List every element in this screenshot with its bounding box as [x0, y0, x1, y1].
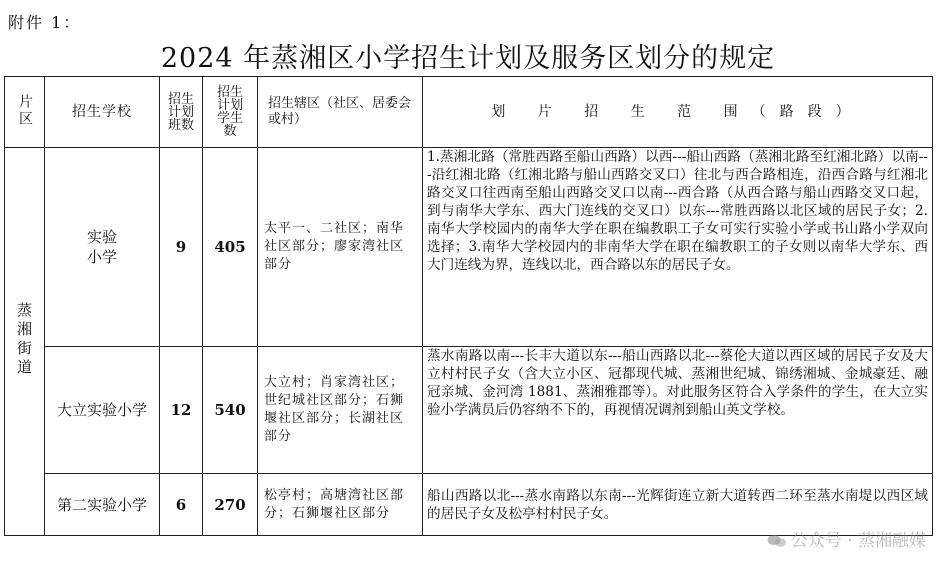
area-cell: 蒸湘街道: [5, 148, 45, 536]
range-cell: 蒸水南路以南---长丰大道以东---船山西路以北---蔡伦大道以西区域的居民子女及大立村村民子女（含大立小区、冠都现代城、蒸湘世纪城、锦绣湘城、金城豪廷、融冠亲城、金河湾 1881、蒸湘雅郡等）。对此服务区符合入学条件的学生，在大立实验小学满员后仍容纳不下的，再视情况调剂到船山英文学校。: [423, 347, 933, 474]
enrollment-table: [4, 76, 933, 536]
watermark: [767, 526, 926, 551]
district-cell: 松亭村；高塘湾社区部分；石狮堰社区部分: [258, 474, 423, 536]
header-school: 招生学校: [45, 77, 160, 148]
table-header-row: [5, 77, 933, 148]
range-cell: 船山西路以北---蒸水南路以东南---光辉街连立新大道转西二环至蒸水南堤以西区域的居民子女及松亭村村民子女。: [423, 474, 933, 536]
range-cell: 1.蒸湘北路（常胜西路至船山西路）以西---船山西路（蒸湘北路至红湘北路）以南---沿红湘北路（红湘北路与船山西路交叉口）往北与西合路相连，沿西合路与红湘北路交叉口往西南至船山西路交叉口以南---西合路（从西合路与船山西路交叉口起，到与南华大学东、西大门连线的交叉口）以东---常胜西路以北区域的居民子女；2.南华大学校园内的南华大学在职在编教职工子女可实行实验小学或书山路小学双向选择；3.南华大学校园内的非南华大学在职在编教职工的子女则以南华大学东、西大门连线为界，连线以北，西合路以东的居民子女。: [423, 148, 933, 347]
school-name: 第二实验小学: [45, 474, 160, 536]
header-area: 片区: [5, 77, 45, 148]
header-classes: 招生计划班数: [160, 77, 203, 148]
school-name: 实验 小学: [45, 148, 160, 347]
attachment-label: 附件 1：: [8, 13, 82, 32]
district-cell: 太平一、二社区；南华社区部分；廖家湾社区部分: [258, 148, 423, 347]
class-count: 9: [160, 148, 203, 347]
student-count: 270: [203, 474, 258, 536]
document-title: 2024 年蒸湘区小学招生计划及服务区划分的规定: [160, 43, 776, 74]
class-count: 6: [160, 474, 203, 536]
table-row: [5, 347, 933, 474]
school-name: 大立实验小学: [45, 347, 160, 474]
header-students: 招生计划学生数: [203, 77, 258, 148]
class-count: 12: [160, 347, 203, 474]
district-cell: 大立村；肖家湾社区；世纪城社区部分；石狮堰社区部分；长湖社区部分: [258, 347, 423, 474]
wechat-icon: [767, 534, 787, 548]
header-range: 划 片 招 生 范 围（路段）: [423, 77, 933, 148]
student-count: 405: [203, 148, 258, 347]
watermark-text: 公众号 · 蒸湘融媒: [790, 531, 926, 551]
student-count: 540: [203, 347, 258, 474]
table-row: [5, 148, 933, 347]
header-district: 招生辖区（社区、居委会或村）: [258, 77, 423, 148]
